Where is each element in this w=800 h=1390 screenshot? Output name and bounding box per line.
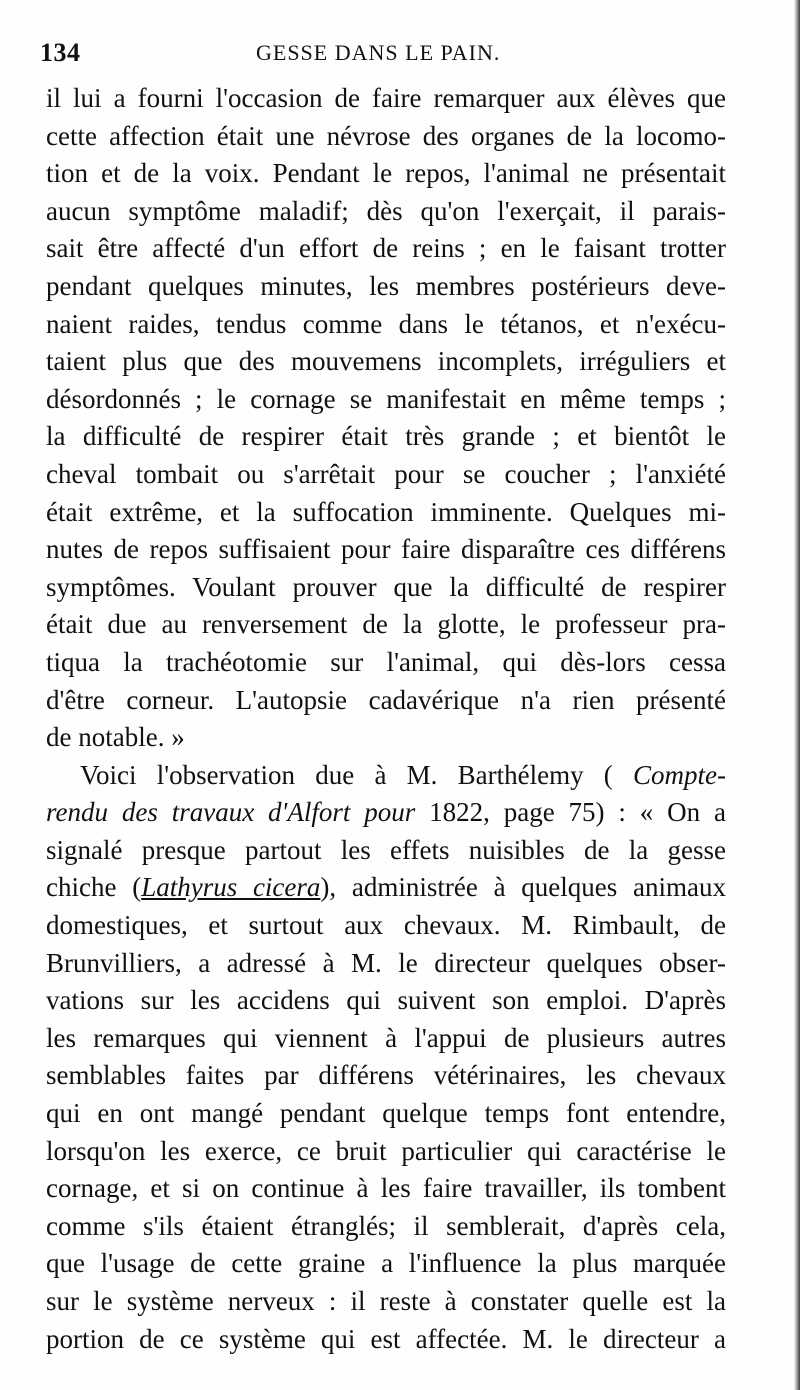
running-title: GESSE DANS LE PAIN. <box>256 40 501 65</box>
body-text <box>46 80 726 1358</box>
text-line: la difficulté de respirer était très grande ; et bientôt le <box>46 421 726 452</box>
text-line: Brunvilliers, a adressé à M. le directeur quelques obser- <box>46 947 726 978</box>
text-line: comme s'ils étaient étranglés; il semblerait, d'après cela, <box>46 1210 726 1241</box>
text-line: signalé presque partout les effets nuisibles de la gesse <box>46 834 726 865</box>
text-line <box>46 869 726 907</box>
text-line: nutes de repos suffisaient pour faire disparaître ces différens <box>46 534 726 565</box>
text-run: 1822, page 75) : « On a <box>415 797 726 828</box>
text-line: il lui a fourni l'occasion de faire remarquer aux élèves que <box>46 83 726 113</box>
text-line: cornage, et si on continue à les faire travailler, ils tombent <box>46 1173 726 1204</box>
page-edge-shadow <box>794 0 800 1390</box>
text-line: d'être corneur. L'autopsie cadavérique n'a rien présenté <box>46 684 726 715</box>
text-run: Voici l'observation due à M. Barthélemy ( <box>80 759 634 790</box>
text-line: cette affection était une névrose des organes de la locomo- <box>46 120 726 151</box>
text-line <box>46 757 726 795</box>
text-line: désordonnés ; le cornage se manifestait en même temps ; <box>46 383 726 414</box>
text-line: tion et de la voix. Pendant le repos, l'animal ne présentait <box>46 158 726 189</box>
text-line: vations sur les accidens qui suivent son emploi. D'après <box>46 985 726 1016</box>
text-line: que l'usage de cette graine a l'influence la plus marquée <box>46 1248 726 1279</box>
text-line: était extrême, et la suffocation imminente. Quelques mi- <box>46 496 726 527</box>
text-line: lorsqu'on les exerce, ce bruit particulier qui caractérise le <box>46 1135 726 1166</box>
text-line: symptômes. Voulant prouver que la difficulté de respirer <box>46 571 726 602</box>
italic-run: Compte- <box>633 759 726 790</box>
text-line: aucun symptôme maladif; dès qu'on l'exerçait, il parais- <box>46 195 726 226</box>
italic-underlined-run: Lathyrus cicera <box>141 872 321 903</box>
text-line: tiqua la trachéotomie sur l'animal, qui dès-lors cessa <box>46 646 726 677</box>
text-line: semblables faites par différens vétérinaires, les chevaux <box>46 1060 726 1091</box>
text-line: sur le système nerveux : il reste à constater quelle est la <box>46 1286 726 1316</box>
text-line: les remarques qui viennent à l'appui de plusieurs autres <box>46 1022 726 1053</box>
text-line: pendant quelques minutes, les membres postérieurs deve- <box>46 270 726 301</box>
text-line: naient raides, tendus comme dans le tétanos, et n'exécu- <box>46 308 726 339</box>
text-line: cheval tombait ou s'arrêtait pour se coucher ; l'anxiété <box>46 458 726 489</box>
text-line: sait être affecté d'un effort de reins ; en le faisant trotter <box>46 233 726 264</box>
page-number: 134 <box>40 38 81 67</box>
paragraph-end-line: de notable. » <box>46 722 185 753</box>
text-line: était due au renversement de la glotte, le professeur pra- <box>46 609 726 640</box>
text-run: chiche ( <box>46 872 142 903</box>
text-line: qui en ont mangé pendant quelque temps font entendre, <box>46 1098 726 1129</box>
text-line: domestiques, et surtout aux chevaux. M. Rimbault, de <box>46 910 726 941</box>
text-line <box>46 794 726 832</box>
page-header <box>40 38 780 74</box>
italic-run: rendu des travaux d'Alfort pour <box>46 797 416 828</box>
text-run: ), administrée à quelques animaux <box>320 872 726 903</box>
text-line: taient plus que des mouvemens incomplets, irréguliers et <box>46 346 726 377</box>
text-line: portion de ce système qui est affectée. M. le directeur a <box>46 1323 726 1354</box>
